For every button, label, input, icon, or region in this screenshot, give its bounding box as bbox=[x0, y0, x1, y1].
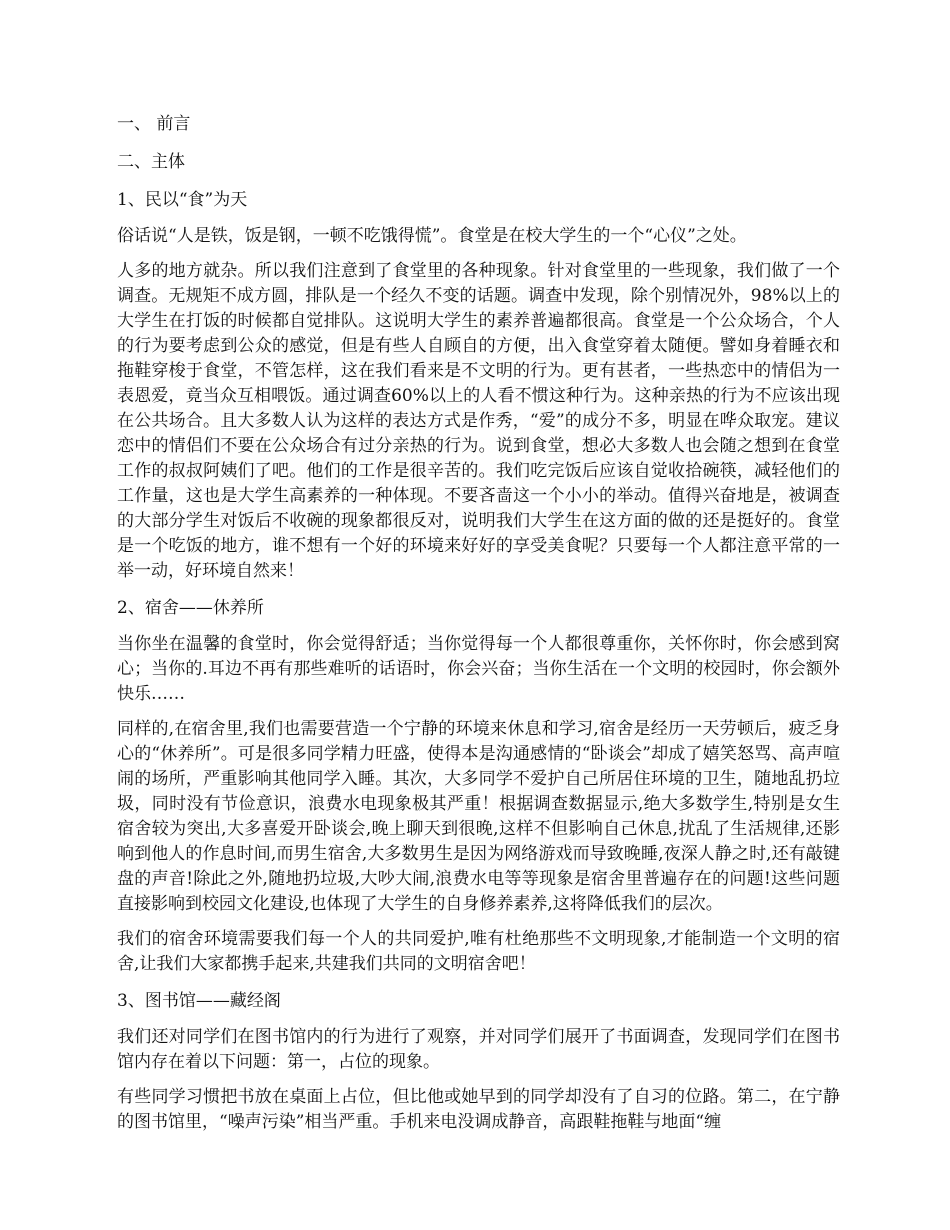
section-3-paragraph-2: 有些同学习惯把书放在桌面上占位，但比他或她早到的同学却没有了自习的位路。第二，在宁静的图书馆里，“噪声污染”相当严重。手机来电没调成静音，高跟鞋拖鞋与地面“缠 bbox=[117, 1087, 840, 1132]
section-3-title: 3、图书馆——藏经阁 bbox=[117, 991, 281, 1011]
section-2-paragraph-2: 同样的,在宿舍里,我们也需要营造一个宁静的环境来休息和学习,宿舍是经历一天劳顿后，疲乏身心的“休养所”。可是很多同学精力旺盛，使得本是沟通感情的“卧谈会”却成了嬉笑怒骂、高声喧闹的场所，严重影响其他同学入睡。其次，大多同学不爱护自己所居住环境的卫生，随地乱扔垃圾，同时没有节俭意识，浪费水电现象极其严重！根据调查数据显示,绝大多数学生,特别是女生宿舍较为突出,大多喜爱开卧谈会,晚上聊天到很晚,这样不但影响自己休息,扰乱了生活规律,还影响到他人的作息时间,而男生宿舍,大多数男生是因为网络游戏而导致晚睡,夜深人静之时,还有敲键盘的声音!除此之外,随地扔垃圾,大吵大闹,浪费水电等等现象是宿舍里普遍存在的问题!这些问题直接影响到校园文化建设,也体现了大学生的自身修养素养,这将降低我们的层次。 bbox=[117, 719, 840, 914]
heading-main-body: 二、主体 bbox=[117, 152, 185, 172]
document-page bbox=[117, 110, 840, 1145]
section-1-paragraph-2: 人多的地方就杂。所以我们注意到了食堂里的各种现象。针对食堂里的一些现象，我们做了一个调查。无规矩不成方圆，排队是一个经久不变的话题。调查中发现，除个别情况外，98%以上的大学生在打饭的时候都自觉排队。这说明大学生的素养普遍都很高。食堂是一个公众场合，个人的行为要考虑到公众的感觉，但是有些人自顾自的方便，出入食堂穿着太随便。譬如身着睡衣和拖鞋穿梭于食堂，不管怎样，这在我们看来是不文明的行为。更有甚者，一些热恋中的情侣为一表恩爱，竟当众互相喂饭。通过调查60%以上的人看不惯这种行为。这种亲热的行为不应该出现在公共场合。且大多数人认为这样的表达方式是作秀，“爱”的成分不多，明显在哗众取宠。建议恋中的情侣们不要在公众场合有过分亲热的行为。说到食堂，想必大多数人也会随之想到在食堂工作的叔叔阿姨们了吧。他们的工作是很辛苦的。我们吃完饭后应该自觉收拾碗筷，减轻他们的工作量，这也是大学生高素养的一种体现。不要吝啬这一个小小的举动。值得兴奋地是，被调查的大部分学生对饭后不收碗的现象都很反对，说明我们大学生在这方面的做的还是挺好的。食堂是一个吃饭的地方，谁不想有一个好的环境来好好的享受美食呢？只要每一个人都注意平常的一举一动，好环境自然来！ bbox=[117, 261, 840, 581]
section-1-title: 1、民以“食”为天 bbox=[117, 190, 248, 210]
section-3-paragraph-1: 我们还对同学们在图书馆内的行为进行了观察，并对同学们展开了书面调查，发现同学们在图书馆内存在着以下问题：第一，占位的现象。 bbox=[117, 1027, 840, 1072]
heading-preface: 一、 前言 bbox=[117, 114, 191, 134]
section-1-paragraph-1: 俗话说“人是铁，饭是钢，一顿不吃饿得慌”。食堂是在校大学生的一个“心仪”之处。 bbox=[117, 226, 747, 246]
section-2-paragraph-1: 当你坐在温馨的食堂时，你会觉得舒适；当你觉得每一个人都很尊重你，关怀你时，你会感到窝心；当你的.耳边不再有那些难听的话语时，你会兴奋；当你生活在一个文明的校园时，你会额外快乐…… bbox=[117, 634, 840, 704]
section-2-title: 2、宿舍——休养所 bbox=[117, 598, 264, 618]
section-2-paragraph-3: 我们的宿舍环境需要我们每一个人的共同爱护,唯有杜绝那些不文明现象,才能制造一个文明的宿舍,让我们大家都携手起来,共建我们共同的文明宿舍吧！ bbox=[117, 929, 840, 974]
